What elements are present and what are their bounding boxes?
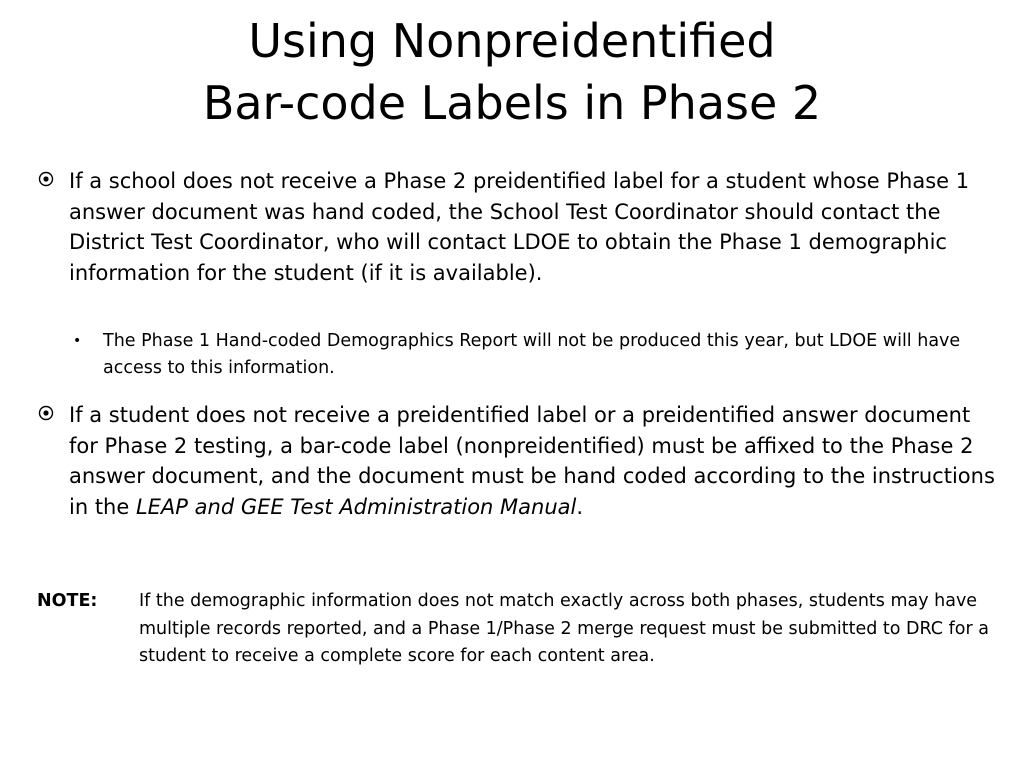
circled-dot-bullet-icon bbox=[38, 171, 54, 187]
slide-title bbox=[0, 10, 1024, 134]
circled-dot-bullet-icon bbox=[38, 405, 54, 421]
sub-bullet-item-1 bbox=[73, 328, 1008, 382]
bullet-text-end: . bbox=[576, 495, 584, 520]
slide-title-line-2: Bar-code Labels in Phase 2 bbox=[202, 76, 822, 130]
bullet-text: If a school does not receive a Phase 2 preidentified label for a student whose Phase 1 answer document was hand coded, the School Test Coordinator should contact the District Test Coordinator, who will contact LDOE to obtain the Phase 1 demographic information for the student (if it is available). bbox=[69, 169, 970, 286]
manual-title: LEAP and GEE Test Administration Manual bbox=[135, 495, 577, 520]
note-label: NOTE: bbox=[37, 591, 98, 611]
note-text: If the demographic information does not match exactly across both phases, students may have multiple records reported, and a Phase 1/Phase 2 merge request must be submitted to DRC for a student to receive a complete score for each content area. bbox=[139, 591, 989, 666]
bullet-text-start: If a student does not receive a preidentified label or a preidentified answer document for Phase 2 testing, a bar-code label (nonpreidentified) must be affixed to the Phase 2 answer document, and the document must be hand coded according to the instructions in the bbox=[69, 403, 995, 520]
sub-bullet-text: The Phase 1 Hand-coded Demographics Report will not be produced this year, but LDOE will have access to this information. bbox=[103, 331, 961, 378]
bullet-item-2 bbox=[69, 400, 999, 523]
slide-title-line-1: Using Nonpreidentified bbox=[248, 14, 776, 68]
sub-bullet-marker: • bbox=[73, 333, 82, 349]
bullet-item-1 bbox=[69, 166, 999, 289]
